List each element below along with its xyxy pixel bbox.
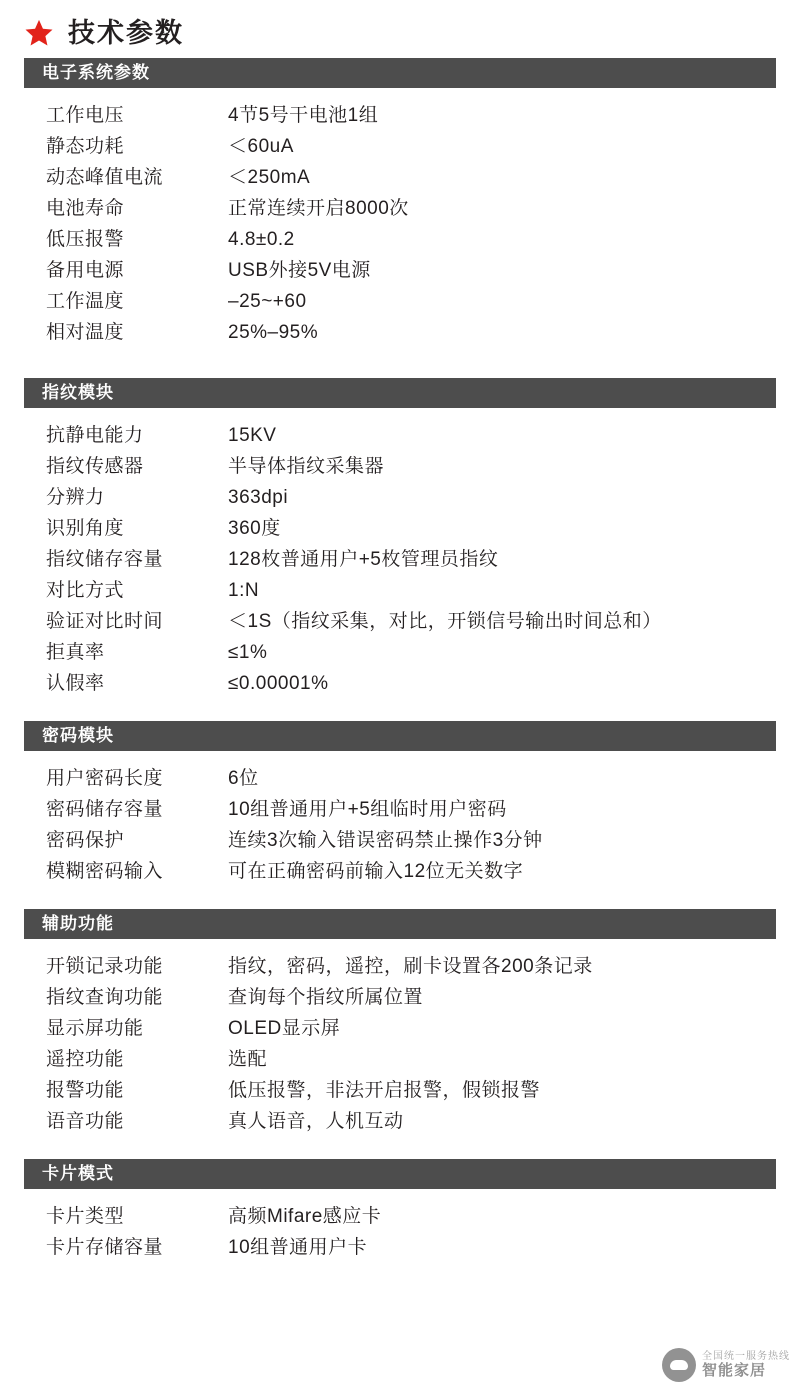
spec-row [18,606,782,637]
spec-value: OLED显示屏 [228,1018,341,1039]
section-rows [18,1189,782,1263]
spec-label: 开锁记录功能 [46,956,164,977]
watermark-top-text: 全国统一服务热线 [702,1350,790,1362]
spec-value: 选配 [228,1049,268,1070]
spec-row [18,668,782,699]
spec-label: 验证对比时间 [46,611,164,632]
spec-row [18,513,782,544]
spec-row [18,1044,782,1075]
page-title-row [18,0,782,58]
star-icon [24,18,54,48]
spec-row [18,100,782,131]
spec-value: 10组普通用户卡 [228,1237,368,1258]
spec-row [18,286,782,317]
spec-label: 识别角度 [46,518,125,539]
spec-row [18,1013,782,1044]
watermark-bottom-text: 智能家居 [702,1362,767,1380]
section-auxiliary-functions [18,909,782,1137]
spec-label: 用户密码长度 [46,768,164,789]
spec-label: 低压报警 [46,229,125,250]
spec-row [18,255,782,286]
spec-row [18,856,782,887]
section-spacer [18,352,782,378]
cloud-logo-icon [662,1348,696,1382]
spec-label: 模糊密码输入 [46,861,164,882]
spec-value: ≤0.00001% [228,673,329,694]
spec-row [18,317,782,348]
page-title: 技术参数 [68,17,184,48]
spec-row [18,224,782,255]
section-password-module [18,721,782,887]
section-header: 电子系统参数 [24,58,776,88]
spec-label: 语音功能 [46,1111,125,1132]
spec-row [18,1201,782,1232]
spec-label: 动态峰值电流 [46,167,164,188]
spec-label: 卡片存储容量 [46,1237,164,1258]
spec-row [18,482,782,513]
spec-value: ＜60uA [228,136,294,157]
spec-row [18,637,782,668]
spec-row [18,825,782,856]
spec-label: 静态功耗 [46,136,125,157]
spec-value: –25~+60 [228,291,307,312]
spec-label: 指纹传感器 [46,456,144,477]
spec-row [18,1106,782,1137]
section-header: 卡片模式 [24,1159,776,1189]
spec-row [18,162,782,193]
spec-label: 工作电压 [46,105,125,126]
spec-label: 电池寿命 [46,198,125,219]
spec-value: 连续3次输入错误密码禁止操作3分钟 [228,830,543,851]
spec-value: 指纹，密码，遥控，刷卡设置各200条记录 [228,956,593,977]
section-electronic-system [18,58,782,348]
spec-row [18,451,782,482]
spec-label: 工作温度 [46,291,125,312]
section-rows [18,88,782,348]
spec-label: 抗静电能力 [46,425,144,446]
spec-label: 拒真率 [46,642,105,663]
spec-label: 分辨力 [46,487,105,508]
spec-label: 报警功能 [46,1080,125,1101]
section-card-mode [18,1159,782,1263]
spec-label: 卡片类型 [46,1206,125,1227]
spec-label: 密码储存容量 [46,799,164,820]
spec-row [18,131,782,162]
spec-value: 15KV [228,425,277,446]
spec-row [18,193,782,224]
spec-value: 4.8±0.2 [228,229,295,250]
spec-value: 可在正确密码前输入12位无关数字 [228,861,524,882]
spec-value: 1:N [228,580,260,601]
spec-value: 128枚普通用户+5枚管理员指纹 [228,549,499,570]
spec-label: 相对温度 [46,322,125,343]
spec-row [18,982,782,1013]
spec-value: ＜250mA [228,167,311,188]
spec-label: 认假率 [46,673,105,694]
section-rows [18,408,782,699]
spec-value: 363dpi [228,487,289,508]
section-spacer [18,891,782,909]
spec-row [18,575,782,606]
spec-row [18,794,782,825]
section-rows [18,751,782,887]
spec-label: 对比方式 [46,580,125,601]
spec-value: 正常连续开启8000次 [228,198,409,219]
section-fingerprint-module [18,378,782,699]
section-header: 辅助功能 [24,909,776,939]
spec-value: 查询每个指纹所属位置 [228,987,424,1008]
spec-value: 4节5号干电池1组 [228,105,379,126]
section-rows [18,939,782,1137]
spec-row [18,420,782,451]
spec-label: 指纹储存容量 [46,549,164,570]
watermark-text [702,1351,790,1380]
spec-label: 密码保护 [46,830,125,851]
spec-label: 显示屏功能 [46,1018,144,1039]
spec-value: 6位 [228,768,259,789]
spec-value: USB外接5V电源 [228,260,371,281]
spec-label: 指纹查询功能 [46,987,164,1008]
spec-label: 遥控功能 [46,1049,125,1070]
section-header: 密码模块 [24,721,776,751]
spec-label: 备用电源 [46,260,125,281]
spec-value: 360度 [228,518,281,539]
spec-row [18,1232,782,1263]
section-spacer [18,1141,782,1159]
spec-value: 25%–95% [228,322,319,343]
watermark [662,1348,790,1382]
spec-row [18,1075,782,1106]
spec-row [18,544,782,575]
spec-value: 低压报警，非法开启报警，假锁报警 [228,1080,541,1101]
spec-row [18,763,782,794]
spec-value: ＜1S（指纹采集，对比，开锁信号输出时间总和） [228,611,662,632]
section-header: 指纹模块 [24,378,776,408]
spec-value: 10组普通用户+5组临时用户密码 [228,799,507,820]
spec-value: 半导体指纹采集器 [228,456,385,477]
spec-value: 高频Mifare感应卡 [228,1206,382,1227]
spec-value: 真人语音，人机互动 [228,1111,404,1132]
spec-row [18,951,782,982]
section-spacer [18,703,782,721]
spec-value: ≤1% [228,642,268,663]
